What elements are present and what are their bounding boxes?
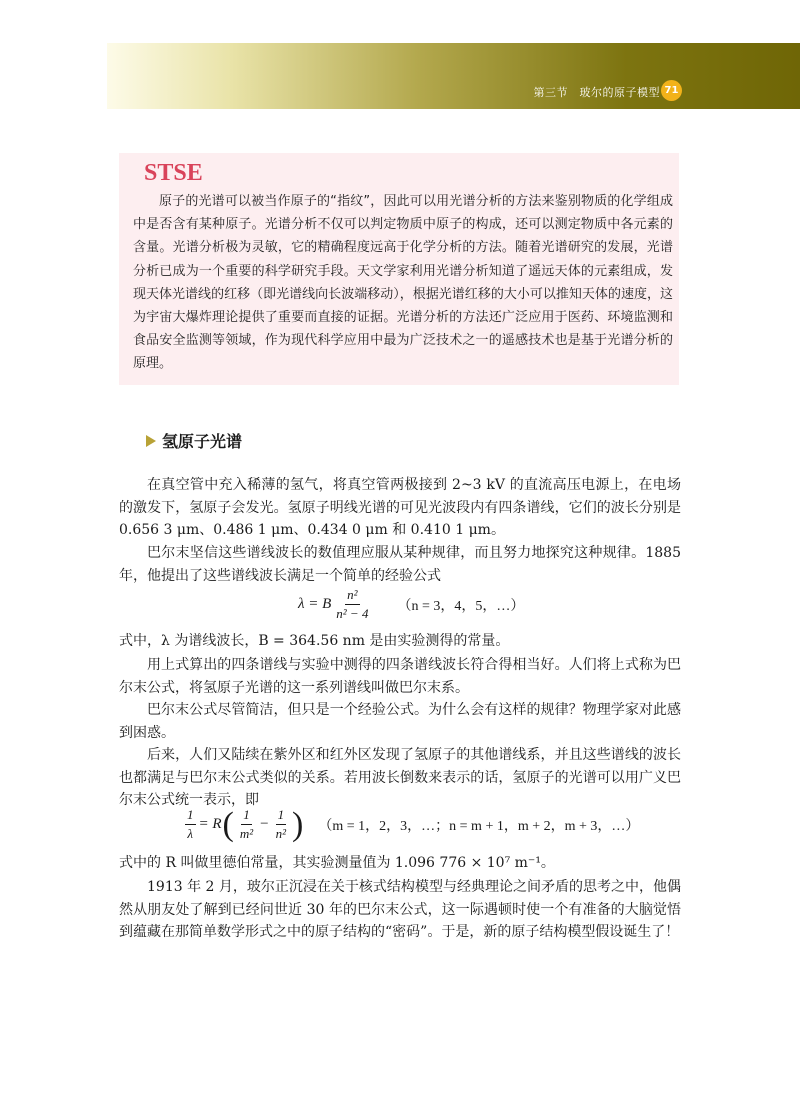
formula-lhs: λ = B [298,596,332,612]
stse-text: 原子的光谱可以被当作原子的“指纹”，因此可以用光谱分析的方法来鉴别物质的化学组成中是否含有某种原子。光谱分析不仅可以判定物质中原子的构成，还可以测定物质中各元素的含量。光谱分析极为灵敏，它的精确程度远高于化学分析的方法。随着光谱研究的发展，光谱分析已成为一个重要的科学研究手段。天文学家利用光谱分析知道了遥远天体的元素组成，发现天体光谱线的红移（即光谱线向长波端移动），根据光谱红移的大小可以推知天体的速度，这为宇宙大爆炸理论提供了重要而直接的证据。光谱分析的方法还广泛应用于医药、环境监测和食品安全监测等领域，作为现代科学应用中最为广泛技术之一的遥感技术也是基于光谱分析的原理。 [133,194,673,372]
formula-fraction [334,586,370,623]
stse-title: STSE [144,160,203,186]
header-band [107,43,800,109]
term-2-fraction [274,806,288,843]
paragraph-2: 巴尔末坚信这些谱线波长的数值理应服从某种规律，而且努力地探究这种规律。1885 年，他提出了这些谱线波长满足一个简单的经验公式 [119,545,681,584]
paragraph-8: 1913 年 2 月，玻尔正沉浸在关于核式结构模型与经典理论之间矛盾的思考之中，他偶然从朋友处了解到已经问世近 30 年的巴尔末公式，这一际遇顿时使一个有准备的大脑觉悟到蕴藏在那简单数学形式之中的原子结构的“密码”。于是，新的原子结构模型假设诞生了！ [119,879,681,940]
paragraph-4: 用上式算出的四条谱线与实验中测得的四条谱线波长符合得相当好。人们将上式称为巴尔末公式，将氢原子光谱的这一系列谱线叫做巴尔末系。 [119,657,681,696]
paragraph-1: 在真空管中充入稀薄的氢气，将真空管两极接到 2~3 kV 的直流高压电源上，在电场的激发下，氢原子会发光。氢原子明线光谱的可见光波段内有四条谱线，它们的波长分别是 0.656 3 μm、0.486 1 μm、0.434 0 μm 和 0.410 1 μm。 [119,477,681,538]
formula-condition: （n = 3，4，5，…） [397,598,525,614]
paragraph-5: 巴尔末公式尽管简洁，但只是一个经验公式。为什么会有这样的规律？物理学家对此感到困惑。 [119,702,681,741]
formula-2-condition: （m = 1，2，3，…；n = m + 1，m + 2，m + 3，…） [318,818,640,834]
minus-sign: − [260,816,269,832]
term-1-fraction [238,806,255,843]
fraction-numerator: n² [345,586,359,605]
left-paren-icon: ( [222,805,234,843]
running-header: 第三节 玻尔的原子模型 [533,86,660,99]
triangle-bullet-icon [146,435,156,447]
term-1-denominator: m² [239,826,254,841]
lhs-denominator: λ [187,826,194,841]
right-paren-icon: ) [292,805,304,843]
term-2-numerator: 1 [276,806,287,825]
fraction-denominator: n² − 4 [336,606,369,621]
paragraph-6: 后来，人们又陆续在紫外区和红外区发现了氢原子的其他谱线系，并且这些谱线的波长也都满足与巴尔末公式类似的关系。若用波长倒数来表示的话，氢原子的光谱可以用广义巴尔末公式统一表示，即 [119,747,681,808]
lhs-numerator: 1 [185,806,196,825]
paragraph-7: 式中的 R 叫做里德伯常量，其实验测量值为 1.096 776 × 10⁷ m⁻¹。 [119,855,555,871]
term-2-denominator: n² [275,826,287,841]
section-heading [146,429,242,452]
balmer-formula [298,586,524,623]
lhs-fraction [185,806,196,843]
page-number-badge: 71 [661,80,682,101]
term-1-numerator: 1 [241,806,252,825]
paragraph-3: 式中，λ 为谱线波长，B = 364.56 nm 是由实验测得的常量。 [119,633,510,649]
equals-r: = R [198,816,222,832]
section-title: 氢原子光谱 [162,432,243,451]
rydberg-formula [182,806,639,843]
